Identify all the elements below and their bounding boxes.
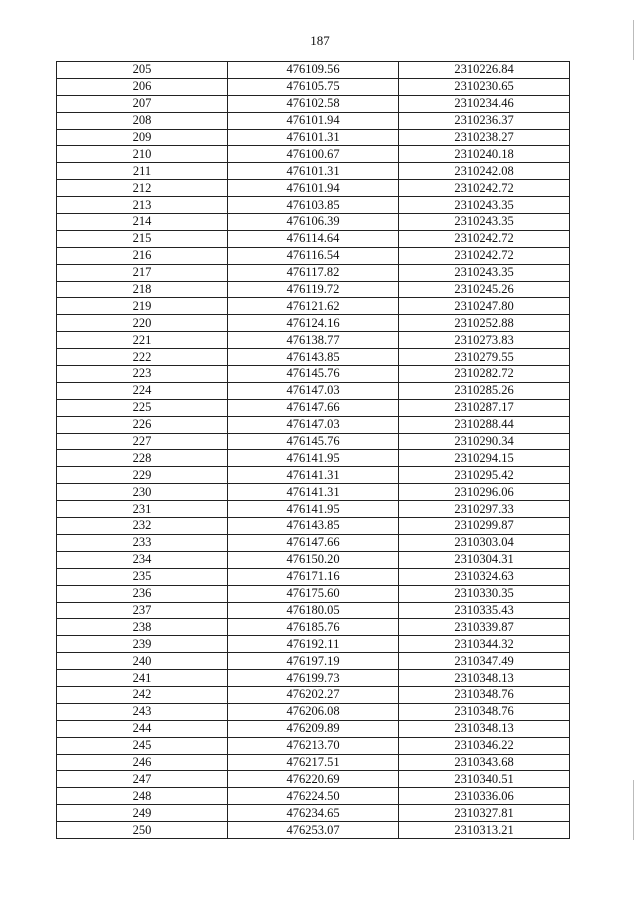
- y-coordinate-cell: 2310344.32: [399, 636, 570, 653]
- point-number-cell: 233: [57, 534, 228, 551]
- y-coordinate-cell: 2310303.04: [399, 534, 570, 551]
- y-coordinate-cell: 2310285.26: [399, 382, 570, 399]
- table-row: [57, 602, 570, 619]
- table-row: [57, 518, 570, 535]
- point-number-cell: 208: [57, 112, 228, 129]
- x-coordinate-cell: 476150.20: [228, 551, 399, 568]
- y-coordinate-cell: 2310243.35: [399, 214, 570, 231]
- x-coordinate-cell: 476199.73: [228, 670, 399, 687]
- x-coordinate-cell: 476109.56: [228, 62, 399, 79]
- table-row: [57, 163, 570, 180]
- y-coordinate-cell: 2310226.84: [399, 62, 570, 79]
- x-coordinate-cell: 476220.69: [228, 771, 399, 788]
- y-coordinate-cell: 2310348.76: [399, 686, 570, 703]
- x-coordinate-cell: 476213.70: [228, 737, 399, 754]
- table-row: [57, 95, 570, 112]
- y-coordinate-cell: 2310290.34: [399, 433, 570, 450]
- point-number-cell: 240: [57, 653, 228, 670]
- table-row: [57, 416, 570, 433]
- table-row: [57, 315, 570, 332]
- x-coordinate-cell: 476147.66: [228, 534, 399, 551]
- x-coordinate-cell: 476141.95: [228, 450, 399, 467]
- x-coordinate-cell: 476114.64: [228, 230, 399, 247]
- table-row: [57, 670, 570, 687]
- point-number-cell: 220: [57, 315, 228, 332]
- y-coordinate-cell: 2310238.27: [399, 129, 570, 146]
- y-coordinate-cell: 2310296.06: [399, 484, 570, 501]
- table-row: [57, 720, 570, 737]
- x-coordinate-cell: 476141.31: [228, 484, 399, 501]
- scan-edge-mark: [633, 780, 634, 840]
- y-coordinate-cell: 2310335.43: [399, 602, 570, 619]
- coordinates-table-body: [57, 62, 570, 839]
- x-coordinate-cell: 476100.67: [228, 146, 399, 163]
- y-coordinate-cell: 2310242.72: [399, 230, 570, 247]
- point-number-cell: 245: [57, 737, 228, 754]
- x-coordinate-cell: 476147.03: [228, 382, 399, 399]
- x-coordinate-cell: 476138.77: [228, 332, 399, 349]
- y-coordinate-cell: 2310348.13: [399, 720, 570, 737]
- x-coordinate-cell: 476101.31: [228, 163, 399, 180]
- y-coordinate-cell: 2310340.51: [399, 771, 570, 788]
- table-row: [57, 686, 570, 703]
- y-coordinate-cell: 2310327.81: [399, 805, 570, 822]
- table-row: [57, 737, 570, 754]
- table-row: [57, 247, 570, 264]
- table-row: [57, 467, 570, 484]
- x-coordinate-cell: 476224.50: [228, 788, 399, 805]
- coordinates-table: [56, 61, 570, 839]
- table-row: [57, 399, 570, 416]
- point-number-cell: 214: [57, 214, 228, 231]
- point-number-cell: 248: [57, 788, 228, 805]
- x-coordinate-cell: 476124.16: [228, 315, 399, 332]
- x-coordinate-cell: 476143.85: [228, 349, 399, 366]
- point-number-cell: 239: [57, 636, 228, 653]
- table-row: [57, 146, 570, 163]
- table-row: [57, 129, 570, 146]
- x-coordinate-cell: 476180.05: [228, 602, 399, 619]
- y-coordinate-cell: 2310243.35: [399, 197, 570, 214]
- x-coordinate-cell: 476105.75: [228, 78, 399, 95]
- x-coordinate-cell: 476145.76: [228, 366, 399, 383]
- point-number-cell: 232: [57, 518, 228, 535]
- table-row: [57, 281, 570, 298]
- y-coordinate-cell: 2310273.83: [399, 332, 570, 349]
- point-number-cell: 237: [57, 602, 228, 619]
- y-coordinate-cell: 2310304.31: [399, 551, 570, 568]
- table-row: [57, 619, 570, 636]
- x-coordinate-cell: 476185.76: [228, 619, 399, 636]
- table-row: [57, 264, 570, 281]
- y-coordinate-cell: 2310297.33: [399, 501, 570, 518]
- y-coordinate-cell: 2310240.18: [399, 146, 570, 163]
- table-row: [57, 568, 570, 585]
- y-coordinate-cell: 2310236.37: [399, 112, 570, 129]
- point-number-cell: 225: [57, 399, 228, 416]
- y-coordinate-cell: 2310295.42: [399, 467, 570, 484]
- x-coordinate-cell: 476101.94: [228, 112, 399, 129]
- y-coordinate-cell: 2310336.06: [399, 788, 570, 805]
- point-number-cell: 216: [57, 247, 228, 264]
- table-row: [57, 754, 570, 771]
- point-number-cell: 219: [57, 298, 228, 315]
- table-row: [57, 62, 570, 79]
- y-coordinate-cell: 2310324.63: [399, 568, 570, 585]
- table-row: [57, 112, 570, 129]
- y-coordinate-cell: 2310242.08: [399, 163, 570, 180]
- point-number-cell: 247: [57, 771, 228, 788]
- y-coordinate-cell: 2310282.72: [399, 366, 570, 383]
- point-number-cell: 206: [57, 78, 228, 95]
- point-number-cell: 207: [57, 95, 228, 112]
- point-number-cell: 238: [57, 619, 228, 636]
- point-number-cell: 217: [57, 264, 228, 281]
- point-number-cell: 226: [57, 416, 228, 433]
- x-coordinate-cell: 476209.89: [228, 720, 399, 737]
- point-number-cell: 243: [57, 703, 228, 720]
- table-row: [57, 349, 570, 366]
- table-row: [57, 653, 570, 670]
- y-coordinate-cell: 2310313.21: [399, 822, 570, 839]
- table-row: [57, 78, 570, 95]
- table-row: [57, 636, 570, 653]
- point-number-cell: 222: [57, 349, 228, 366]
- table-row: [57, 534, 570, 551]
- y-coordinate-cell: 2310242.72: [399, 247, 570, 264]
- point-number-cell: 210: [57, 146, 228, 163]
- table-row: [57, 585, 570, 602]
- x-coordinate-cell: 476206.08: [228, 703, 399, 720]
- y-coordinate-cell: 2310348.13: [399, 670, 570, 687]
- table-row: [57, 366, 570, 383]
- x-coordinate-cell: 476143.85: [228, 518, 399, 535]
- x-coordinate-cell: 476147.66: [228, 399, 399, 416]
- x-coordinate-cell: 476103.85: [228, 197, 399, 214]
- point-number-cell: 242: [57, 686, 228, 703]
- point-number-cell: 221: [57, 332, 228, 349]
- point-number-cell: 211: [57, 163, 228, 180]
- y-coordinate-cell: 2310279.55: [399, 349, 570, 366]
- point-number-cell: 249: [57, 805, 228, 822]
- x-coordinate-cell: 476234.65: [228, 805, 399, 822]
- point-number-cell: 228: [57, 450, 228, 467]
- point-number-cell: 213: [57, 197, 228, 214]
- table-row: [57, 433, 570, 450]
- x-coordinate-cell: 476102.58: [228, 95, 399, 112]
- x-coordinate-cell: 476253.07: [228, 822, 399, 839]
- y-coordinate-cell: 2310245.26: [399, 281, 570, 298]
- x-coordinate-cell: 476101.31: [228, 129, 399, 146]
- x-coordinate-cell: 476106.39: [228, 214, 399, 231]
- scan-edge-mark: [633, 20, 634, 60]
- y-coordinate-cell: 2310299.87: [399, 518, 570, 535]
- table-row: [57, 197, 570, 214]
- x-coordinate-cell: 476175.60: [228, 585, 399, 602]
- y-coordinate-cell: 2310242.72: [399, 180, 570, 197]
- point-number-cell: 229: [57, 467, 228, 484]
- x-coordinate-cell: 476192.11: [228, 636, 399, 653]
- table-row: [57, 230, 570, 247]
- table-row: [57, 771, 570, 788]
- table-row: [57, 382, 570, 399]
- table-row: [57, 551, 570, 568]
- y-coordinate-cell: 2310243.35: [399, 264, 570, 281]
- point-number-cell: 230: [57, 484, 228, 501]
- point-number-cell: 212: [57, 180, 228, 197]
- y-coordinate-cell: 2310346.22: [399, 737, 570, 754]
- y-coordinate-cell: 2310347.49: [399, 653, 570, 670]
- point-number-cell: 223: [57, 366, 228, 383]
- point-number-cell: 205: [57, 62, 228, 79]
- x-coordinate-cell: 476197.19: [228, 653, 399, 670]
- point-number-cell: 227: [57, 433, 228, 450]
- y-coordinate-cell: 2310294.15: [399, 450, 570, 467]
- x-coordinate-cell: 476121.62: [228, 298, 399, 315]
- table-row: [57, 180, 570, 197]
- table-row: [57, 501, 570, 518]
- table-row: [57, 450, 570, 467]
- point-number-cell: 215: [57, 230, 228, 247]
- x-coordinate-cell: 476147.03: [228, 416, 399, 433]
- x-coordinate-cell: 476202.27: [228, 686, 399, 703]
- table-row: [57, 788, 570, 805]
- point-number-cell: 244: [57, 720, 228, 737]
- y-coordinate-cell: 2310230.65: [399, 78, 570, 95]
- point-number-cell: 234: [57, 551, 228, 568]
- x-coordinate-cell: 476145.76: [228, 433, 399, 450]
- table-row: [57, 703, 570, 720]
- x-coordinate-cell: 476141.31: [228, 467, 399, 484]
- x-coordinate-cell: 476116.54: [228, 247, 399, 264]
- y-coordinate-cell: 2310348.76: [399, 703, 570, 720]
- x-coordinate-cell: 476119.72: [228, 281, 399, 298]
- table-row: [57, 298, 570, 315]
- point-number-cell: 224: [57, 382, 228, 399]
- table-row: [57, 214, 570, 231]
- point-number-cell: 241: [57, 670, 228, 687]
- point-number-cell: 235: [57, 568, 228, 585]
- y-coordinate-cell: 2310330.35: [399, 585, 570, 602]
- y-coordinate-cell: 2310339.87: [399, 619, 570, 636]
- y-coordinate-cell: 2310343.68: [399, 754, 570, 771]
- y-coordinate-cell: 2310252.88: [399, 315, 570, 332]
- table-row: [57, 822, 570, 839]
- point-number-cell: 236: [57, 585, 228, 602]
- x-coordinate-cell: 476101.94: [228, 180, 399, 197]
- x-coordinate-cell: 476117.82: [228, 264, 399, 281]
- table-row: [57, 484, 570, 501]
- point-number-cell: 246: [57, 754, 228, 771]
- table-row: [57, 805, 570, 822]
- x-coordinate-cell: 476141.95: [228, 501, 399, 518]
- y-coordinate-cell: 2310234.46: [399, 95, 570, 112]
- x-coordinate-cell: 476171.16: [228, 568, 399, 585]
- page-number: 187: [310, 33, 330, 48]
- x-coordinate-cell: 476217.51: [228, 754, 399, 771]
- point-number-cell: 218: [57, 281, 228, 298]
- point-number-cell: 231: [57, 501, 228, 518]
- point-number-cell: 209: [57, 129, 228, 146]
- y-coordinate-cell: 2310247.80: [399, 298, 570, 315]
- y-coordinate-cell: 2310287.17: [399, 399, 570, 416]
- table-row: [57, 332, 570, 349]
- y-coordinate-cell: 2310288.44: [399, 416, 570, 433]
- point-number-cell: 250: [57, 822, 228, 839]
